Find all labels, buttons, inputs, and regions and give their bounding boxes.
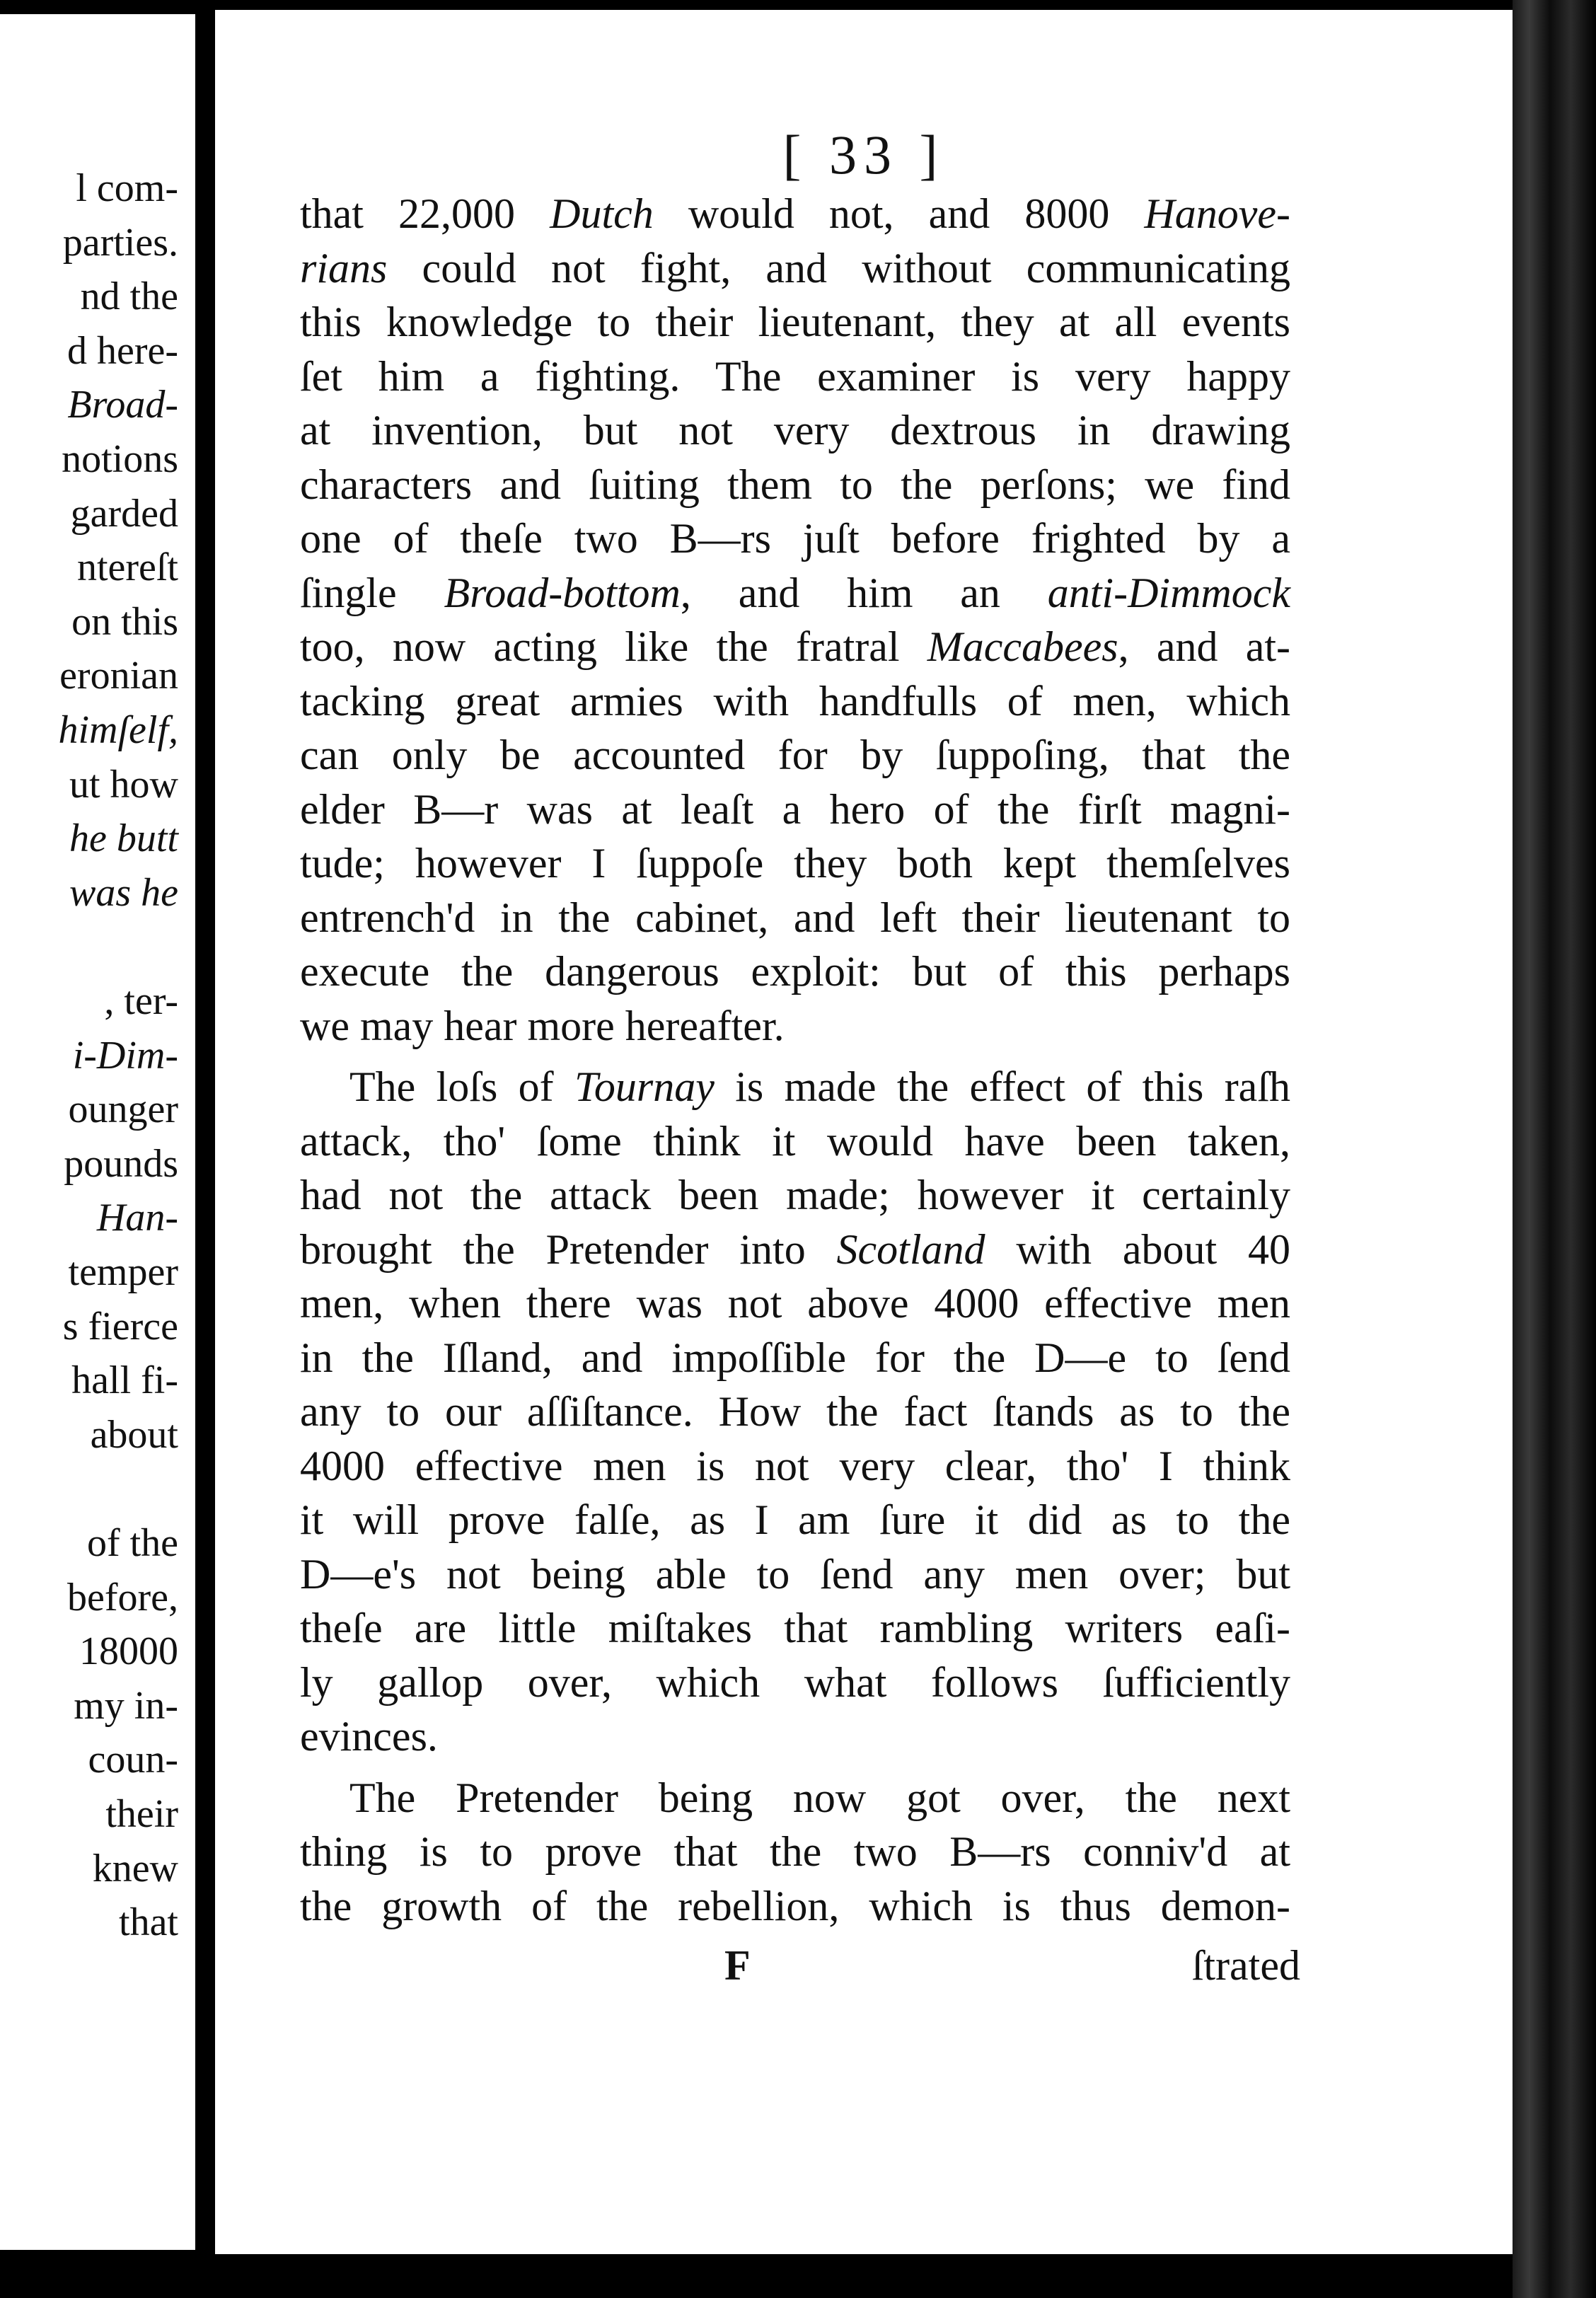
left-page-line: parties. xyxy=(62,220,178,265)
page-edges xyxy=(1513,0,1596,2298)
text-line: The Pretender being now got over, the next xyxy=(349,1774,1290,1821)
text-line: any to our aſſiſtance. How the fact ſtands as to the xyxy=(300,1388,1290,1435)
left-page-line: ut how xyxy=(69,762,178,807)
left-facing-page xyxy=(0,14,195,2250)
left-page-line: of the xyxy=(86,1521,178,1565)
left-page-line: coun- xyxy=(88,1738,178,1782)
main-page xyxy=(215,10,1513,2254)
page-number: [ 33 ] xyxy=(782,124,945,185)
left-page-line: knew xyxy=(92,1846,178,1890)
catchword: ſtrated xyxy=(1191,1942,1300,1989)
body-text xyxy=(300,187,1290,1933)
text-line: attack, tho' ſome think it would have been taken, xyxy=(300,1117,1290,1165)
left-page-line: garded xyxy=(70,491,178,536)
text-line: ſingle Broad-bottom, and him an anti-Dimmock xyxy=(300,569,1290,616)
text-line: characters and ſuiting them to the perſons; we find xyxy=(300,461,1290,508)
text-line: can only be accounted for by ſuppoſing, that the xyxy=(300,732,1290,778)
text-line: it will prove falſe, as I am ſure it did as to the xyxy=(300,1496,1290,1543)
text-line: ſet him a fighting. The examiner is very happy xyxy=(300,352,1290,400)
text-line: elder B—r was at leaſt a hero of the firſt magni- xyxy=(300,785,1290,833)
left-page-line: was he xyxy=(69,870,178,915)
text-line: D—e's not being able to ſend any men over; but xyxy=(300,1550,1290,1598)
text-line: that 22,000 Dutch would not, and 8000 Hanove- xyxy=(300,190,1290,237)
left-page-line: i-Dim- xyxy=(72,1033,178,1078)
text-line: men, when there was not above 4000 effective men xyxy=(300,1280,1290,1327)
text-line: in the Iſland, and impoſſible for the D—e to ſend xyxy=(300,1334,1290,1381)
left-page-line: eronian xyxy=(59,654,178,698)
left-page-line: 18000 xyxy=(79,1629,178,1674)
left-page-line: d here- xyxy=(66,328,178,373)
left-page-line: before, xyxy=(66,1575,178,1619)
text-line: one of theſe two B—rs juſt before frighted by a xyxy=(300,515,1290,562)
left-page-line: my in- xyxy=(74,1683,178,1728)
left-page-line: hall fi- xyxy=(71,1358,178,1403)
left-page-line: that xyxy=(119,1900,178,1945)
text-line: the growth of the rebellion, which is thus demon- xyxy=(300,1882,1290,1929)
left-page-line: l com- xyxy=(76,166,178,210)
text-line: entrench'd in the cabinet, and left their lieutenant to xyxy=(300,894,1290,941)
left-page-line: temper xyxy=(68,1250,178,1294)
text-line: The loſs of Tournay is made the effect of this raſh xyxy=(349,1063,1290,1110)
text-line: brought the Pretender into Scotland with about 40 xyxy=(300,1225,1290,1273)
text-line: thing is to prove that the two B—rs conniv'd at xyxy=(300,1828,1290,1875)
text-line: ly gallop over, which what follows ſufficiently xyxy=(300,1658,1290,1706)
text-line: tude; however I ſuppoſe they both kept themſelves xyxy=(300,840,1290,887)
text-line: execute the dangerous exploit: but of this perhaps xyxy=(300,948,1290,995)
left-page-line: Han- xyxy=(96,1196,178,1240)
left-page-line: about xyxy=(90,1412,178,1457)
signature-mark: F xyxy=(724,1942,751,1989)
text-line: theſe are little miſtakes that rambling writers eaſi- xyxy=(300,1605,1290,1651)
left-page-line: their xyxy=(105,1792,178,1836)
left-page-line: on this xyxy=(71,599,178,644)
text-line: had not the attack been made; however it certainly xyxy=(300,1172,1290,1218)
text-line: too, now acting like the fratral Maccabees, and at- xyxy=(300,623,1290,670)
left-page-line: ntereſt xyxy=(76,545,178,590)
left-page-line: s fierce xyxy=(62,1304,178,1349)
text-line: evinces. xyxy=(300,1713,438,1760)
left-page-line: ounger xyxy=(68,1087,178,1132)
text-line: tacking great armies with handfulls of men, which xyxy=(300,677,1290,724)
left-page-line: Broad- xyxy=(67,383,178,427)
left-page-line: , ter- xyxy=(104,979,178,1023)
left-page-line: he butt xyxy=(69,816,178,861)
left-page-line: nd the xyxy=(80,275,178,319)
text-line: at invention, but not very dextrous in drawing xyxy=(300,407,1290,454)
text-line: rians could not fight, and without communicating xyxy=(300,244,1290,291)
book-gutter xyxy=(195,0,215,2298)
left-page-line: notions xyxy=(62,437,178,481)
text-line: we may hear more hereafter. xyxy=(300,1002,785,1049)
left-page-line: pounds xyxy=(64,1141,178,1186)
left-page-line: himſelf, xyxy=(58,708,178,752)
text-line: this knowledge to their lieutenant, they at all events xyxy=(300,299,1290,345)
text-line: 4000 effective men is not very clear, tho' I think xyxy=(300,1442,1290,1489)
